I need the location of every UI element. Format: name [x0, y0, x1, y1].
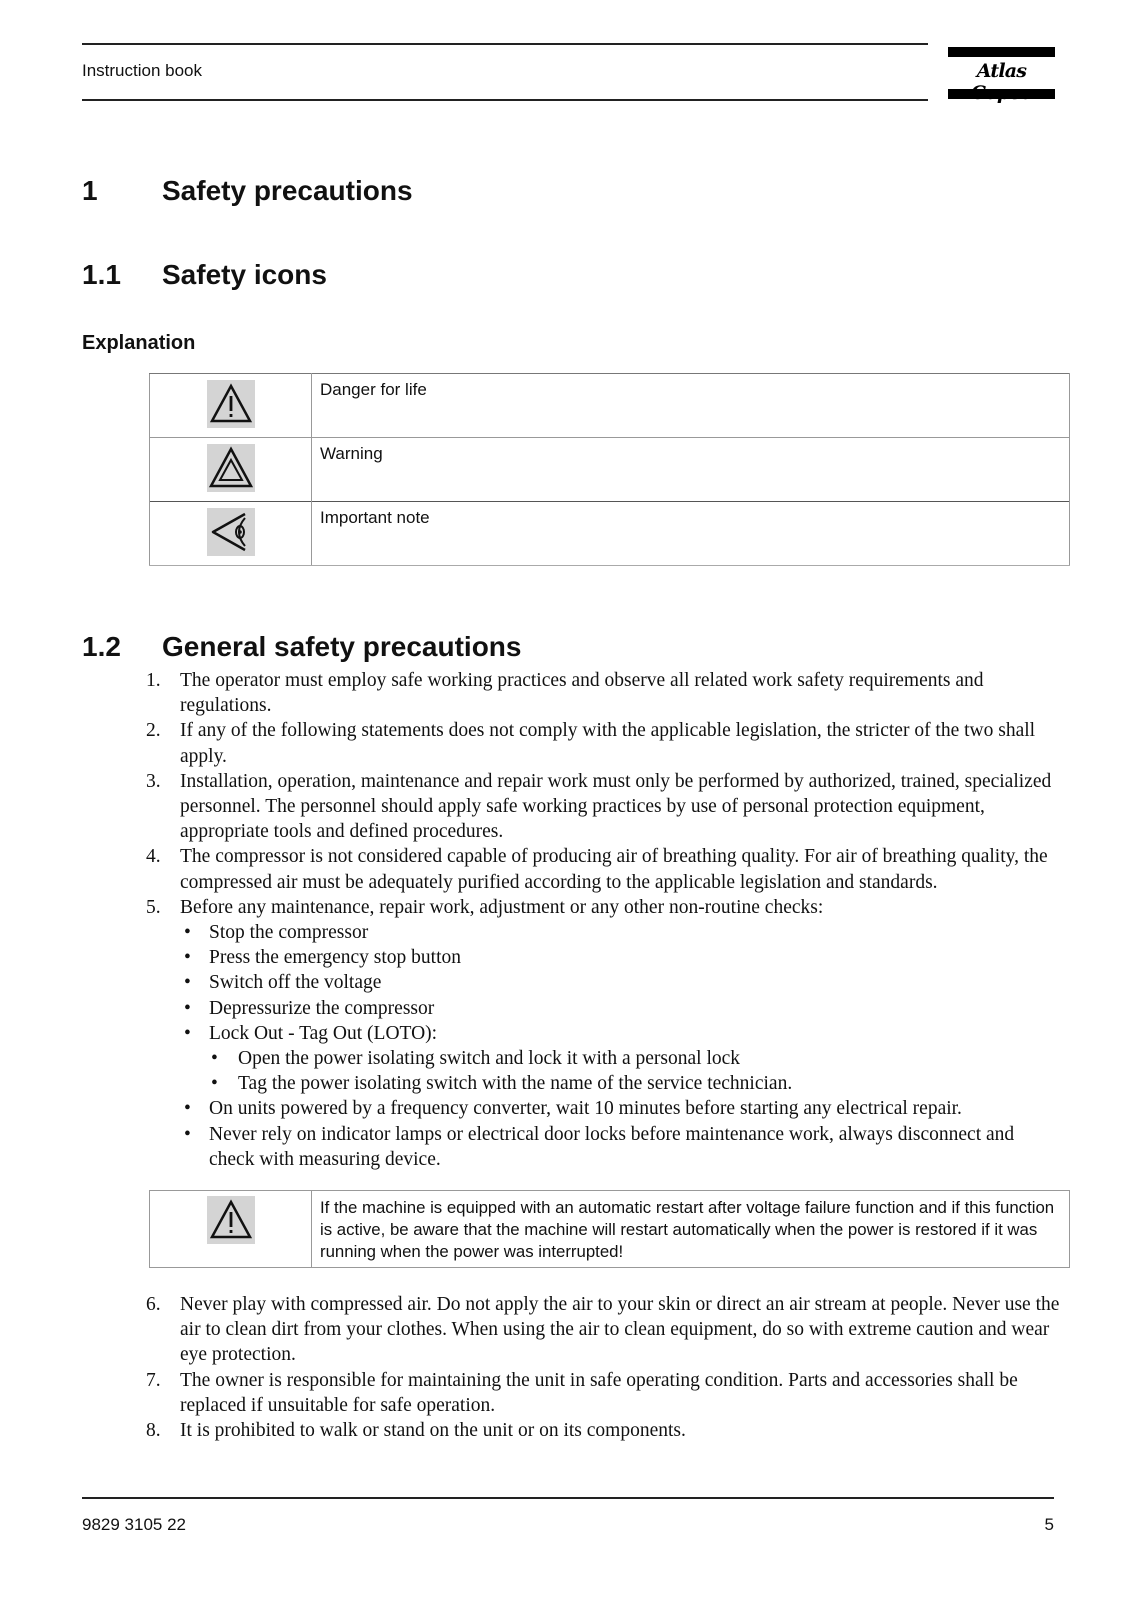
item-number: 4.	[146, 846, 161, 868]
list-item	[146, 1292, 1061, 1368]
warning-icon	[207, 444, 255, 492]
bullet-text: Lock Out - Tag Out (LOTO):	[209, 1022, 438, 1044]
bullet-item	[180, 970, 1061, 995]
list-item	[146, 1418, 1061, 1443]
section-title: General safety precautions	[162, 631, 522, 662]
document-number: 9829 3105 22	[82, 1515, 186, 1534]
precautions-list-part-2	[146, 1292, 1061, 1443]
item-text: The owner is responsible for maintaining the unit in safe operating condition. Parts and accessories shall be replaced if unsuitable for safe operation.	[180, 1369, 1018, 1416]
item-text: Before any maintenance, repair work, adjustment or any other non-routine checks:	[180, 896, 824, 918]
explanation-heading: Explanation	[82, 332, 196, 354]
list-item	[146, 1368, 1061, 1418]
icon-cell	[150, 374, 312, 438]
icon-cell	[150, 438, 312, 502]
logo-wordmark: Atlas	[976, 60, 1027, 82]
bullet-text: Tag the power isolating switch with the name of the service technician.	[238, 1073, 793, 1095]
item-number: 5.	[146, 896, 161, 918]
table-row	[150, 438, 1070, 502]
list-item	[146, 718, 1061, 768]
item-number: 1.	[146, 670, 161, 691]
important-note-icon	[207, 508, 255, 556]
table-row	[150, 374, 1070, 438]
list-item	[146, 668, 1061, 718]
table-row	[150, 502, 1070, 566]
item-text: It is prohibited to walk or stand on the unit or on its components.	[180, 1420, 686, 1442]
section-number: 1	[82, 175, 98, 206]
item-number: 3.	[146, 770, 161, 792]
item-text: Installation, operation, maintenance and repair work must only be performed by authorized, trained, specialized personnel. The personnel should apply safe working practices by use of personal protection equipment, appropriate tools and defined procedures.	[180, 770, 1052, 843]
bullet-text: Never rely on indicator lamps or electrical door locks before maintenance work, always disconnect and check with measuring device.	[209, 1123, 1015, 1170]
item-number: 2.	[146, 720, 161, 742]
icon-cell	[150, 502, 312, 566]
icon-description: Important note	[312, 502, 1070, 566]
item-number: 8.	[146, 1420, 161, 1442]
bullet-text: Depressurize the compressor	[209, 997, 435, 1019]
icon-description: Danger for life	[312, 374, 1070, 438]
bullet-text: Stop the compressor	[209, 922, 369, 944]
bullet-item	[180, 996, 1061, 1021]
bullet-item	[180, 945, 1061, 970]
logo-top-bar	[948, 47, 1055, 57]
section-number: 1.2	[82, 631, 121, 662]
bullet-glyph: •	[184, 1022, 191, 1044]
bullet-glyph: •	[211, 1048, 218, 1070]
item-number: 7.	[146, 1369, 161, 1391]
item-text: The operator must employ safe working practices and observe all related work safety requirements and regulations.	[180, 670, 984, 717]
danger-icon	[207, 380, 255, 428]
table-row	[150, 1191, 1070, 1268]
icon-cell	[150, 1191, 312, 1268]
bullet-glyph: •	[184, 947, 191, 969]
bullet-text: On units powered by a frequency converter, wait 10 minutes before starting any electrical repair.	[209, 1098, 962, 1120]
bullet-text: Switch off the voltage	[209, 972, 382, 994]
logo-bottom-bar	[948, 89, 1055, 99]
list-item	[146, 895, 1061, 1172]
section-title: Safety precautions	[162, 175, 413, 206]
precautions-list-part-1	[146, 668, 1061, 1172]
header-top-rule	[82, 43, 928, 45]
bullet-glyph: •	[184, 972, 191, 994]
footer-rule	[82, 1497, 1054, 1499]
section-1-heading	[82, 175, 413, 207]
section-number: 1.1	[82, 259, 121, 290]
item-text: Never play with compressed air. Do not apply the air to your skin or direct an air stream at people. Never use the air to clean dirt from your clothes. When using the air to clean equipment, do so with extreme caution and wear eye protection.	[180, 1294, 1060, 1366]
icon-description: Warning	[312, 438, 1070, 502]
header-bottom-rule	[82, 99, 928, 101]
bullet-item	[180, 1096, 1061, 1121]
bullet-item	[180, 1021, 1061, 1046]
section-1-1-heading	[82, 259, 327, 291]
list-item	[146, 769, 1061, 845]
bullet-text: Open the power isolating switch and lock it with a personal lock	[238, 1048, 741, 1070]
note-text: If the machine is equipped with an automatic restart after voltage failure function and if this function is active, be aware that the machine will restart automatically when the power is restored if it was running when the power was interrupted!	[312, 1191, 1070, 1268]
section-title: Safety icons	[162, 259, 327, 290]
item-number: 6.	[146, 1294, 161, 1315]
page-number: 5	[1044, 1515, 1054, 1534]
header-title: Instruction book	[82, 61, 203, 80]
safety-icons-table	[149, 373, 1070, 566]
bullet-glyph: •	[184, 1123, 191, 1145]
bullet-glyph: •	[184, 1098, 191, 1120]
bullet-text: Press the emergency stop button	[209, 947, 462, 969]
bullet-glyph: •	[184, 922, 191, 944]
atlas-copco-logo	[948, 47, 1055, 100]
bullet-item	[180, 1122, 1061, 1172]
bullet-item	[180, 920, 1061, 945]
nested-bullet-item	[180, 1071, 1061, 1096]
list-item	[146, 844, 1061, 894]
nested-bullet-item	[180, 1046, 1061, 1071]
bullet-glyph: •	[184, 997, 191, 1019]
item-text: If any of the following statements does not comply with the applicable legislation, the stricter of the two shall apply.	[180, 720, 1036, 767]
item-text: The compressor is not considered capable of producing air of breathing quality. For air of breathing quality, the compressed air must be adequately purified according to the applicable legislation and standards.	[180, 846, 1048, 893]
auto-restart-warning-box	[149, 1190, 1070, 1268]
section-1-2-heading	[82, 631, 521, 663]
bullet-glyph: •	[211, 1073, 218, 1095]
danger-icon	[207, 1196, 255, 1244]
